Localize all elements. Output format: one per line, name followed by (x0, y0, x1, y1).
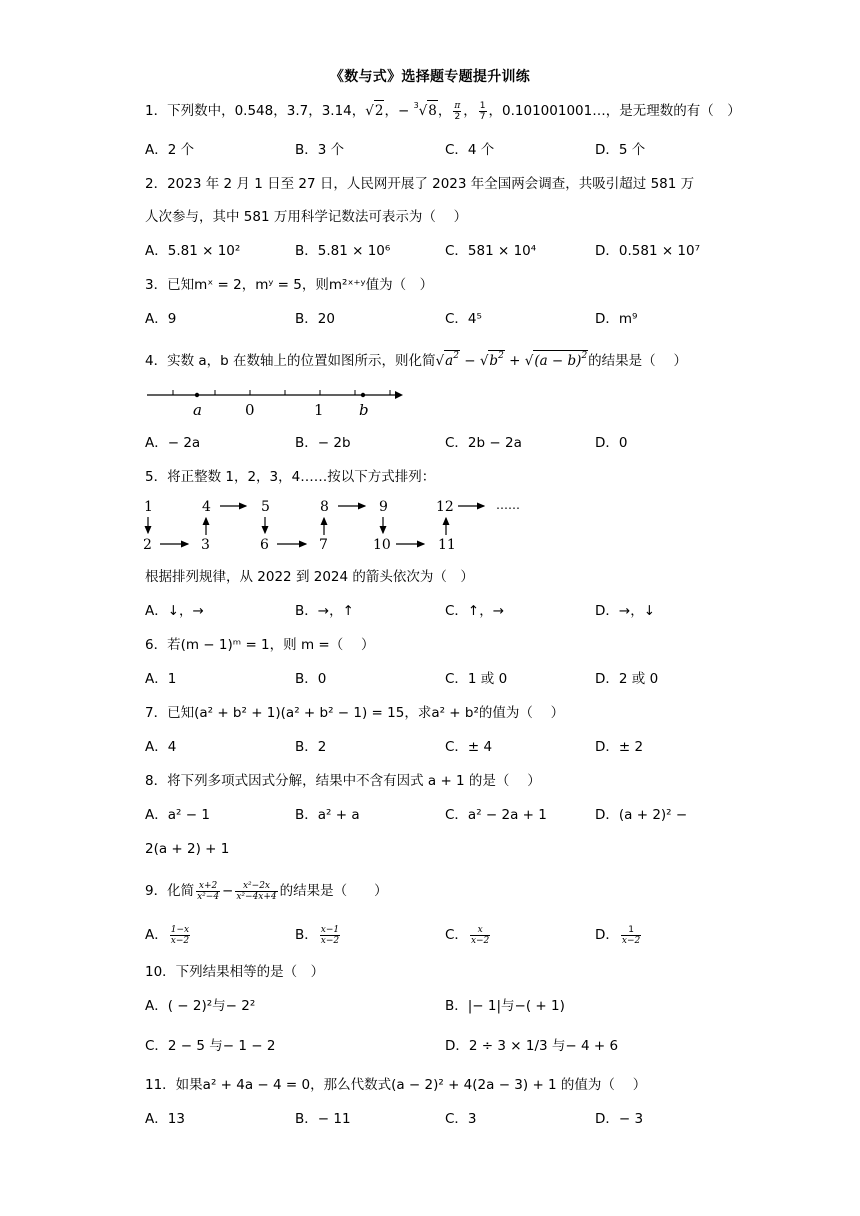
option-a-label: A． (145, 927, 168, 943)
top-number-4: 4 (202, 499, 211, 515)
fraction-x2-minus-2x: $\frac{\text{x²−2x}}{\text{x²−4x+4}}$ (236, 880, 277, 902)
question-3-stem: 3．已知mˣ = 2，mʸ = 5，则m²ˣ⁺ʸ值为（ ） (145, 277, 434, 293)
question-11-option-a[interactable]: A．13 (145, 1111, 185, 1127)
question-1-option-a[interactable]: A．2 个 (145, 142, 195, 158)
question-11-option-b[interactable]: B．− 11 (295, 1111, 351, 1127)
question-9-option-c[interactable] (445, 922, 492, 948)
fraction-option-d: $\frac{1}{x-2}$ (621, 924, 641, 946)
radical-expression: $√a^2 - √b^2 + √(a - b)^2$ (435, 351, 588, 369)
question-1-stem-post: ，0.101001001…，是无理数的有（ ） (488, 103, 741, 119)
question-2-option-a[interactable]: A．5.81 × 10² (145, 243, 241, 259)
question-2-line-2: 人次参与，其中 581 万用科学记数法可表示为（ ） (145, 209, 468, 225)
question-4-stem (145, 350, 687, 371)
question-8-option-d-continued: 2(a + 2) + 1 (145, 841, 230, 857)
question-10-option-c[interactable]: C．2 − 5 与− 1 − 2 (145, 1038, 276, 1054)
question-8-option-c[interactable]: C．a² − 2a + 1 (445, 807, 547, 823)
question-9-option-d[interactable] (595, 922, 643, 948)
question-4-option-d[interactable]: D．0 (595, 435, 628, 451)
label-a: a (193, 401, 202, 419)
number-line-figure (145, 380, 410, 422)
question-9-option-a[interactable] (145, 922, 192, 948)
question-2-line-1: 2．2023 年 2 月 1 日至 27 日，人民网开展了 2023 年全国两会调查，共吸引超过 581 万 (145, 176, 695, 192)
question-10-option-b[interactable]: B．|− 1|与−( + 1) (445, 998, 565, 1014)
label-zero: 0 (245, 401, 255, 419)
top-number-12: 12 (436, 499, 454, 515)
question-2-option-d[interactable]: D．0.581 × 10⁷ (595, 243, 701, 259)
page-title: 《数与式》选择题专题提升训练 (329, 69, 531, 85)
option-c-label: C． (445, 927, 468, 943)
question-10-option-d[interactable]: D．2 ÷ 3 × 1/3 与− 4 + 6 (445, 1038, 619, 1054)
question-11-stem: 11．如果a² + 4a − 4 = 0，那么代数式(a − 2)² + 4(2a − 3) + 1 的值为（ ） (145, 1077, 647, 1093)
bottom-number-10: 10 (373, 537, 391, 553)
question-2-option-b[interactable]: B．5.81 × 10⁶ (295, 243, 391, 259)
question-7-option-c[interactable]: C．± 4 (445, 739, 493, 755)
question-4-option-c[interactable]: C．2b − 2a (445, 435, 522, 451)
number-arrangement-figure (140, 493, 540, 555)
question-6-option-c[interactable]: C．1 或 0 (445, 671, 508, 687)
question-3-option-c[interactable]: C．4⁵ (445, 311, 482, 327)
number-line-arrow (395, 391, 403, 399)
question-9-option-b[interactable] (295, 922, 342, 948)
bottom-number-3: 3 (201, 537, 210, 553)
question-8-option-b[interactable]: B．a² + a (295, 807, 360, 823)
fraction-option-a: $\frac{1-x}{x-2}$ (170, 924, 190, 946)
question-11-option-d[interactable]: D．− 3 (595, 1111, 644, 1127)
question-6-option-d[interactable]: D．2 或 0 (595, 671, 659, 687)
top-number-1: 1 (144, 499, 153, 515)
point-a (195, 393, 199, 397)
question-5-option-d[interactable]: D．→，↓ (595, 603, 656, 619)
question-7-stem: 7．已知(a² + b² + 1)(a² + b² − 1) = 15，求a² + b²的值为（ ） (145, 705, 565, 721)
question-7-option-a[interactable]: A．4 (145, 739, 177, 755)
question-4-stem-pre: 4．实数 a，b 在数轴上的位置如图所示，则化简 (145, 353, 436, 369)
sqrt-2: √2 (365, 103, 384, 119)
question-5-option-c[interactable]: C．↑，→ (445, 603, 505, 619)
fraction-pi-over-2: $\frac{\pi}{2}$ (454, 100, 461, 122)
ellipsis: …… (496, 498, 520, 512)
question-9-stem-post: 的结果是（ ） (279, 883, 388, 899)
question-4-option-b[interactable]: B．− 2b (295, 435, 351, 451)
fraction-1-over-7: $\frac{1}{7}$ (479, 100, 486, 122)
bottom-number-6: 6 (260, 537, 269, 553)
option-d-label: D． (595, 927, 619, 943)
question-8-option-a[interactable]: A．a² − 1 (145, 807, 210, 823)
top-number-8: 8 (320, 499, 329, 515)
question-11-option-c[interactable]: C．3 (445, 1111, 477, 1127)
question-7-option-b[interactable]: B．2 (295, 739, 327, 755)
question-1-option-c[interactable]: C．4 个 (445, 142, 495, 158)
question-1-stem-pre: 1．下列数中，0.548，3.7，3.14， (145, 103, 366, 119)
question-5-stem: 5．将正整数 1，2，3，4……按以下方式排列： (145, 469, 436, 485)
question-7-option-d[interactable]: D．± 2 (595, 739, 644, 755)
question-1-option-b[interactable]: B．3 个 (295, 142, 345, 158)
question-9-stem-pre: 9．化简 (145, 883, 195, 899)
question-10-stem: 10．下列结果相等的是（ ） (145, 964, 325, 980)
question-8-stem: 8．将下列多项式因式分解，结果中不含有因式 a + 1 的是（ ） (145, 773, 541, 789)
question-9-stem: 9．化简 $\frac{x+2}{\text{x²−4}}$ − $\frac{\text{x²−2x}}{\text{x²−4x+4}}$ 的结果是（ ） (145, 880, 388, 902)
question-6-option-a[interactable]: A．1 (145, 671, 177, 687)
top-number-9: 9 (379, 499, 388, 515)
question-5-line-2: 根据排列规律，从 2022 到 2024 的箭头依次为（ ） (145, 569, 474, 585)
question-3-option-a[interactable]: A．9 (145, 311, 177, 327)
question-5-option-a[interactable]: A．↓，→ (145, 603, 204, 619)
bottom-number-7: 7 (319, 537, 328, 553)
question-4-option-a[interactable]: A．− 2a (145, 435, 201, 451)
question-1-stem: 1．下列数中，0.548，3.7，3.14，√2，− $^3$√8， $\frac{\pi}{2}$ ， $\frac{1}{7}$ ，0.101001001…，是无理数的有（ ） (145, 100, 741, 122)
question-5-option-b[interactable]: B．→，↑ (295, 603, 354, 619)
fraction-x-plus-2: $\frac{x+2}{\text{x²−4}}$ (197, 880, 220, 902)
question-8-option-d[interactable]: D．(a + 2)² − (595, 807, 688, 823)
question-2-option-c[interactable]: C．581 × 10⁴ (445, 243, 537, 259)
fraction-option-c: $\frac{x}{x-2}$ (470, 924, 490, 946)
question-3-option-d[interactable]: D．m⁹ (595, 311, 638, 327)
label-b: b (359, 401, 369, 419)
question-1-option-d[interactable]: D．5 个 (595, 142, 646, 158)
bottom-number-11: 11 (438, 537, 456, 553)
label-one: 1 (314, 401, 324, 419)
question-10-option-a[interactable]: A．( − 2)²与− 2² (145, 998, 256, 1014)
bottom-number-2: 2 (143, 537, 152, 553)
fraction-option-b: $\frac{x-1}{x-2}$ (320, 924, 340, 946)
question-6-stem: 6．若(m − 1)ᵐ = 1，则 m =（ ） (145, 637, 375, 653)
question-6-option-b[interactable]: B．0 (295, 671, 327, 687)
question-3-option-b[interactable]: B．20 (295, 311, 335, 327)
option-b-label: B． (295, 927, 318, 943)
question-4-stem-post: 的结果是（ ） (588, 353, 687, 369)
top-number-5: 5 (261, 499, 270, 515)
point-b (361, 393, 365, 397)
